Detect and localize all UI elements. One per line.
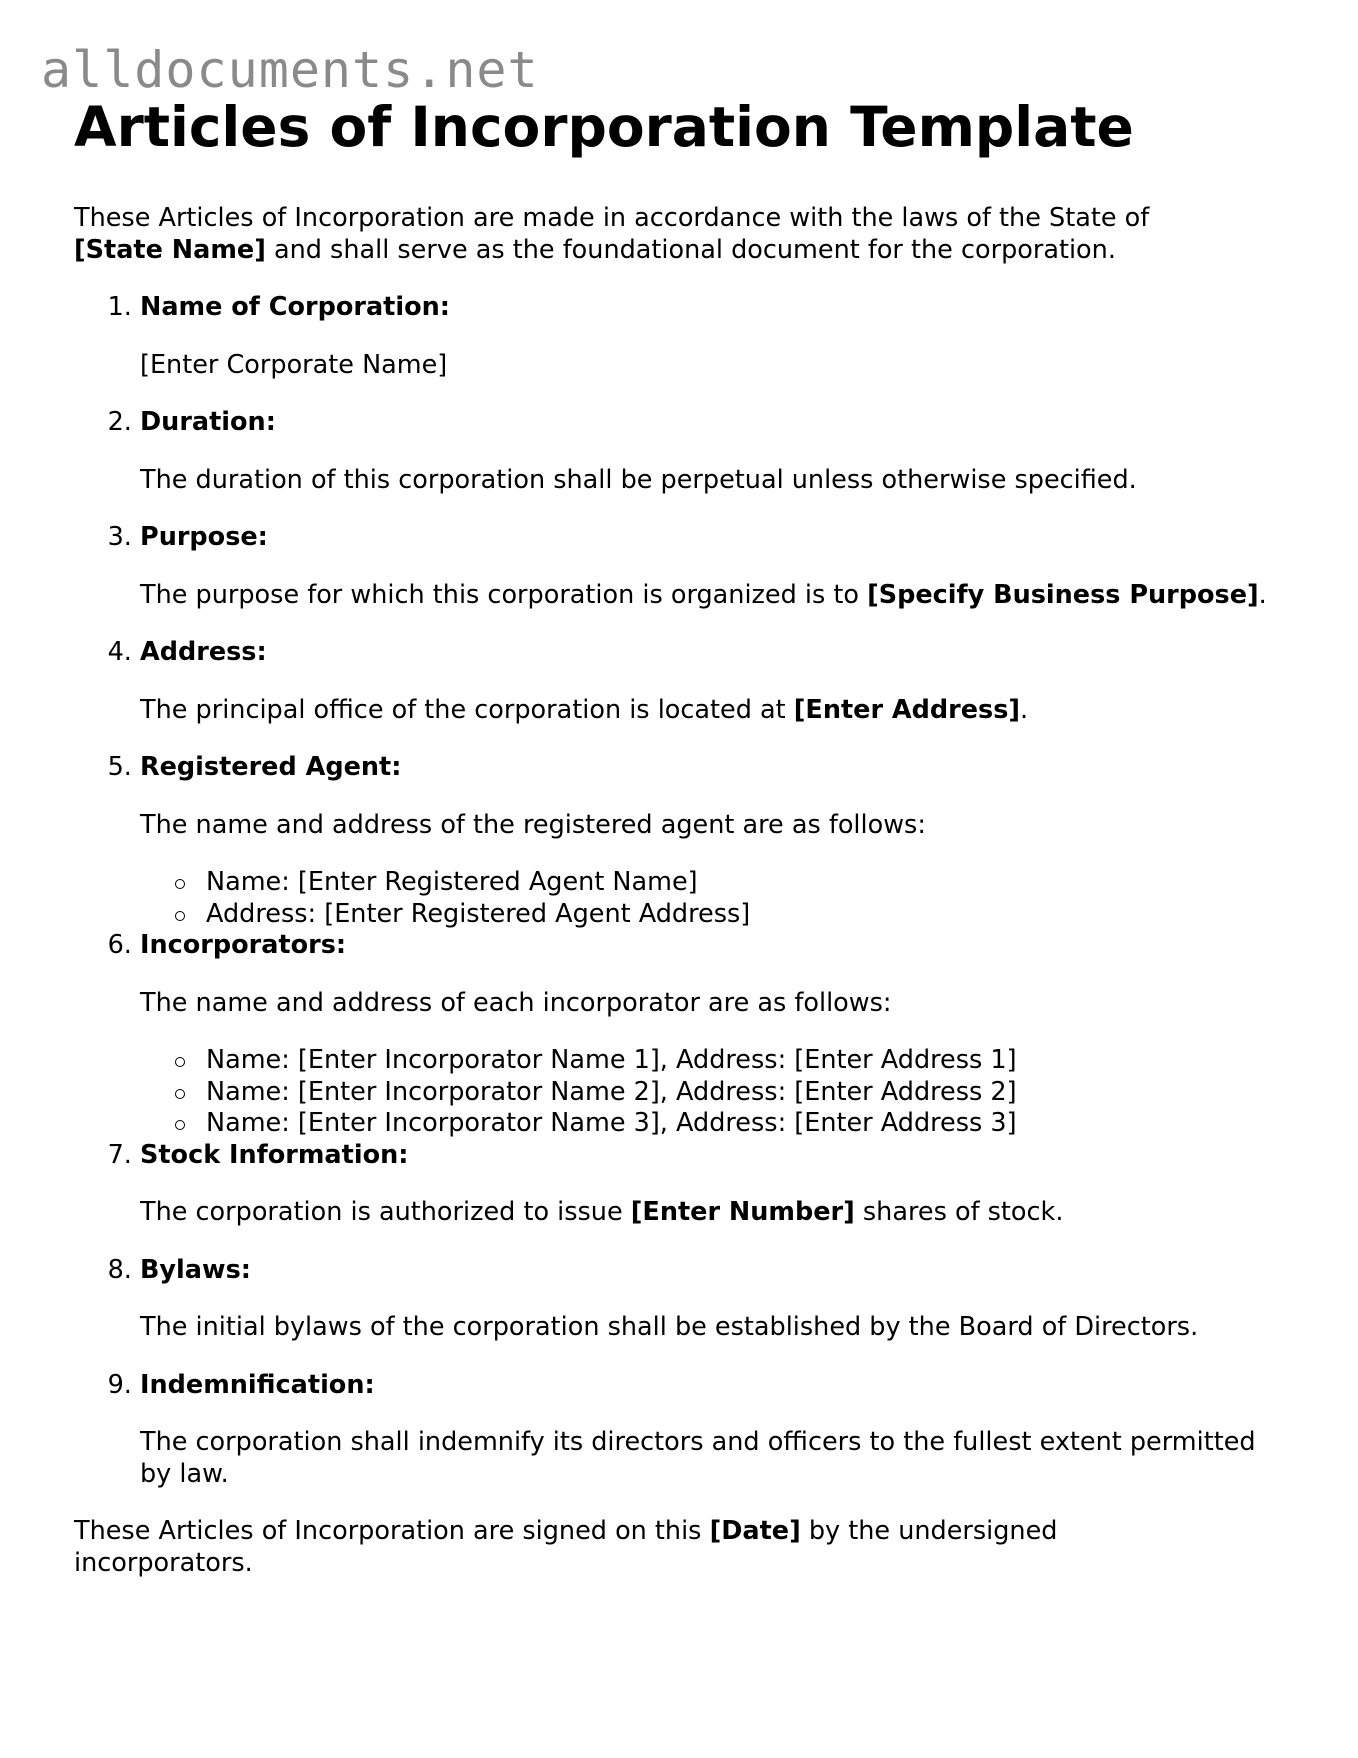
section-registered-agent xyxy=(140,752,1274,930)
body-text-end: shares of stock. xyxy=(854,1197,1064,1227)
section-body: The name and address of the registered agent are as follows: xyxy=(140,809,926,840)
section-title: Name of Corporation: xyxy=(140,292,450,322)
closing-paragraph xyxy=(74,1516,1204,1579)
section-body: The corporation shall indemnify its directors and officers to the fullest extent permitted by law. xyxy=(140,1427,1256,1489)
section-body: The name and address of each incorporator are as follows: xyxy=(140,987,892,1018)
section-body xyxy=(140,1197,1274,1229)
section-body xyxy=(140,580,1274,612)
section-bylaws xyxy=(140,1255,1274,1344)
document-title: Articles of Incorporation Template xyxy=(74,95,1134,159)
section-body: [Enter Corporate Name] xyxy=(140,349,448,380)
section-title: Purpose: xyxy=(140,522,268,552)
body-text-end: . xyxy=(1258,579,1267,610)
section-title: Bylaws: xyxy=(140,1254,251,1285)
intro-text-end: and shall serve as the foundational document for the corporation. xyxy=(265,234,1116,265)
incorporators-list xyxy=(140,1045,1274,1140)
section-body xyxy=(140,695,1274,727)
section-title: Incorporators: xyxy=(140,930,347,960)
list-item: Name: [Enter Incorporator Name 1], Address: [Enter Address 1] xyxy=(206,1045,1274,1077)
section-address xyxy=(140,637,1274,726)
document-page xyxy=(74,92,1274,1579)
section-body: The initial bylaws of the corporation shall be established by the Board of Directors. xyxy=(140,1312,1199,1342)
section-indemnification xyxy=(140,1370,1274,1491)
intro-paragraph xyxy=(74,203,1244,266)
closing-text-end: by the undersigned incorporators. xyxy=(74,1516,1058,1578)
address-placeholder: [Enter Address] xyxy=(793,694,1021,725)
list-item: Name: [Enter Incorporator Name 2], Address: [Enter Address 2] xyxy=(206,1077,1274,1109)
list-item: Name: [Enter Incorporator Name 3], Address: [Enter Address 3] xyxy=(206,1108,1274,1140)
section-name-of-corporation xyxy=(140,292,1274,381)
section-incorporators xyxy=(140,930,1274,1140)
watermark: alldocuments.net xyxy=(41,41,539,99)
registered-agent-list xyxy=(140,867,1274,930)
section-body: The duration of this corporation shall be perpetual unless otherwise specified. xyxy=(140,464,1137,495)
body-text: The principal office of the corporation is located at xyxy=(140,694,794,725)
list-item: Address: [Enter Registered Agent Address] xyxy=(206,899,1274,931)
state-name-placeholder: [State Name] xyxy=(74,234,266,265)
list-item: Name: [Enter Registered Agent Name] xyxy=(206,867,1274,899)
number-placeholder: [Enter Number] xyxy=(630,1197,855,1227)
body-text: The purpose for which this corporation is organized is to xyxy=(140,579,868,610)
closing-text: These Articles of Incorporation are signed on this xyxy=(74,1516,710,1546)
sections-list xyxy=(74,292,1274,1490)
section-stock-information xyxy=(140,1140,1274,1229)
intro-text: These Articles of Incorporation are made in accordance with the laws of the State of xyxy=(74,203,1150,233)
section-title: Indemnification: xyxy=(140,1369,375,1400)
body-text-end: . xyxy=(1020,694,1029,725)
section-title: Duration: xyxy=(140,407,276,437)
section-title: Registered Agent: xyxy=(140,752,402,782)
business-purpose-placeholder: [Specify Business Purpose] xyxy=(867,579,1259,610)
body-text: The corporation is authorized to issue xyxy=(140,1197,631,1227)
section-duration xyxy=(140,407,1274,496)
section-title: Stock Information: xyxy=(140,1139,409,1170)
section-purpose xyxy=(140,522,1274,611)
date-placeholder: [Date] xyxy=(709,1516,801,1546)
section-title: Address: xyxy=(140,637,267,667)
